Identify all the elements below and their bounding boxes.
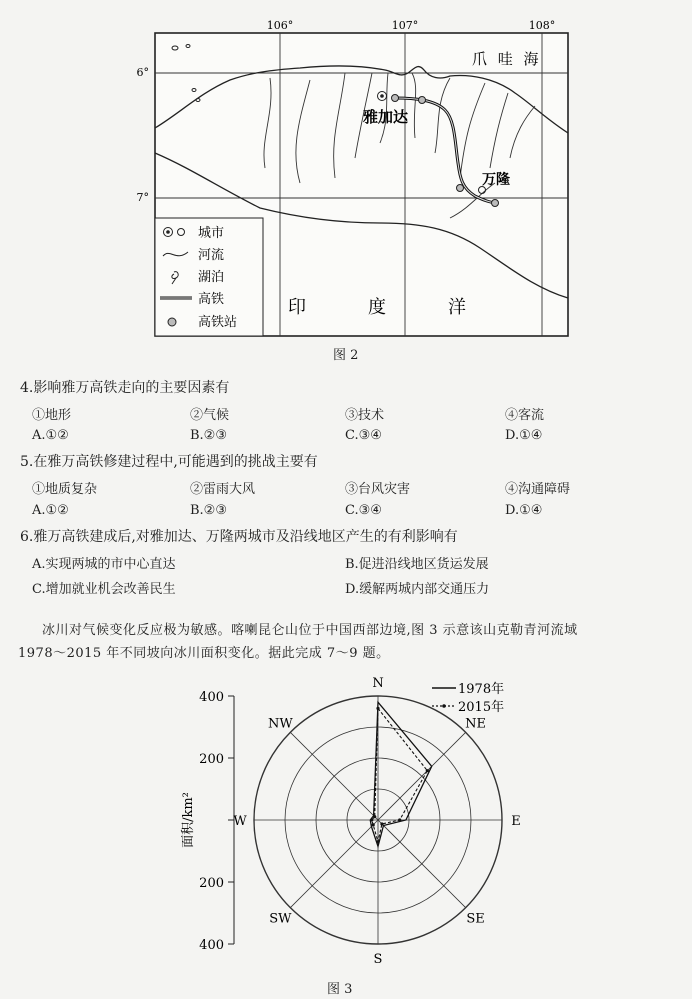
series-2015-point xyxy=(398,818,401,821)
direction-label-sw: SW xyxy=(269,911,292,927)
legend-station-icon xyxy=(168,318,176,326)
series-1978年 xyxy=(370,702,431,846)
intro-line-1: 冰川对气候变化反应极为敏感。喀喇昆仑山位于中国西部边境,图 3 示意该山克勒青河流域 xyxy=(42,623,578,638)
q5-choice-d: D.①④ xyxy=(505,503,543,518)
lon-label-108: 108° xyxy=(528,19,556,32)
lat-label-7: 7° xyxy=(136,191,149,204)
area-tick-label: 200 xyxy=(199,752,224,767)
q4-item-1: ①地形 xyxy=(32,408,72,423)
radar-spoke xyxy=(290,732,378,820)
area-axis-label: 面积/km² xyxy=(181,792,196,848)
q5-choice-b: B.②③ xyxy=(190,503,227,518)
legend-2015-dot xyxy=(442,704,446,708)
station-jakarta xyxy=(392,95,399,102)
q5-item-1: ①地质复杂 xyxy=(32,482,98,497)
series-2015-point xyxy=(372,823,375,826)
q4-item-4: ④客流 xyxy=(505,408,545,423)
series-2015-point xyxy=(376,707,379,710)
radar-series xyxy=(370,702,432,846)
q5-item-2: ②雷雨大风 xyxy=(190,482,256,497)
legend-railway-label: 高铁 xyxy=(198,292,225,307)
series-2015-point xyxy=(380,822,383,825)
direction-label-se: SE xyxy=(466,911,485,927)
legend-river-label: 河流 xyxy=(198,248,225,263)
series-2015-point xyxy=(376,840,379,843)
legend-city-label: 城市 xyxy=(198,226,225,241)
legend-2015-label: 2015年 xyxy=(458,700,505,715)
station xyxy=(457,185,464,192)
intro-line-2: 1978～2015 年不同坡向冰川面积变化。据此完成 7～9 题。 xyxy=(18,646,390,661)
java-map-svg xyxy=(136,18,570,338)
series-2015-point xyxy=(370,818,373,821)
label-bandung: 万隆 xyxy=(482,172,510,188)
station-bandung xyxy=(492,200,499,207)
area-tick-label: 200 xyxy=(199,876,224,891)
label-ocean-3: 洋 xyxy=(448,297,466,318)
legend-1978-label: 1978年 xyxy=(458,682,505,697)
city-jakarta-dot xyxy=(380,94,384,98)
q5-item-3: ③台风灾害 xyxy=(345,482,411,497)
area-tick-label: 400 xyxy=(199,690,224,705)
direction-label-n: N xyxy=(372,676,384,691)
map-caption: 图 2 xyxy=(333,348,359,363)
chart-caption: 图 3 xyxy=(327,982,353,997)
series-2015-point xyxy=(373,815,376,818)
direction-label-nw: NW xyxy=(268,716,293,732)
q4-item-3: ③技术 xyxy=(345,408,385,423)
question-4: 4.影响雅万高铁走向的主要因素有 xyxy=(20,380,230,396)
legend-city-icon-dot xyxy=(166,230,170,234)
q4-choice-a: A.①② xyxy=(32,428,69,443)
label-jakarta: 雅加达 xyxy=(363,108,409,126)
q5-item-4: ④沟通障碍 xyxy=(505,482,571,497)
glacier-radar-chart xyxy=(160,676,530,976)
glacier-radar-svg xyxy=(160,676,530,976)
direction-label-e: E xyxy=(511,814,521,829)
lon-label-106: 106° xyxy=(266,19,294,32)
java-map xyxy=(136,18,570,338)
station xyxy=(419,97,426,104)
direction-label-s: S xyxy=(373,952,383,967)
question-6: 6.雅万高铁建成后,对雅加达、万隆两城市及沿线地区产生的有利影响有 xyxy=(20,529,458,545)
series-2015-point xyxy=(426,769,429,772)
q6-choice-d: D.缓解两城内部交通压力 xyxy=(345,582,490,597)
lon-label-107: 107° xyxy=(391,19,419,32)
q5-choice-c: C.③④ xyxy=(345,503,382,518)
question-5: 5.在雅万高铁修建过程中,可能遇到的挑战主要有 xyxy=(20,454,318,470)
label-ocean-1: 印 xyxy=(288,297,306,318)
radar-spoke xyxy=(378,820,466,908)
legend-station-label: 高铁站 xyxy=(198,315,238,330)
area-tick-label: 400 xyxy=(199,938,224,953)
q4-item-2: ②气候 xyxy=(190,408,230,423)
q4-choice-c: C.③④ xyxy=(345,428,382,443)
radar-spoke xyxy=(378,732,466,820)
q4-choice-b: B.②③ xyxy=(190,428,227,443)
label-java-sea: 爪 哇 海 xyxy=(472,50,542,68)
radar-spoke xyxy=(290,820,378,908)
q5-choice-a: A.①② xyxy=(32,503,69,518)
q4-choice-d: D.①④ xyxy=(505,428,543,443)
q6-choice-a: A.实现两城的市中心直达 xyxy=(32,557,176,572)
lat-label-6: 6° xyxy=(136,66,149,79)
q6-choice-b: B.促进沿线地区货运发展 xyxy=(345,557,489,572)
legend-lake-label: 湖泊 xyxy=(198,270,225,285)
label-ocean-2: 度 xyxy=(368,297,386,318)
direction-label-ne: NE xyxy=(465,716,487,732)
direction-label-w: W xyxy=(233,814,247,829)
q6-choice-c: C.增加就业机会改善民生 xyxy=(32,582,176,597)
radar-grid xyxy=(254,696,505,944)
